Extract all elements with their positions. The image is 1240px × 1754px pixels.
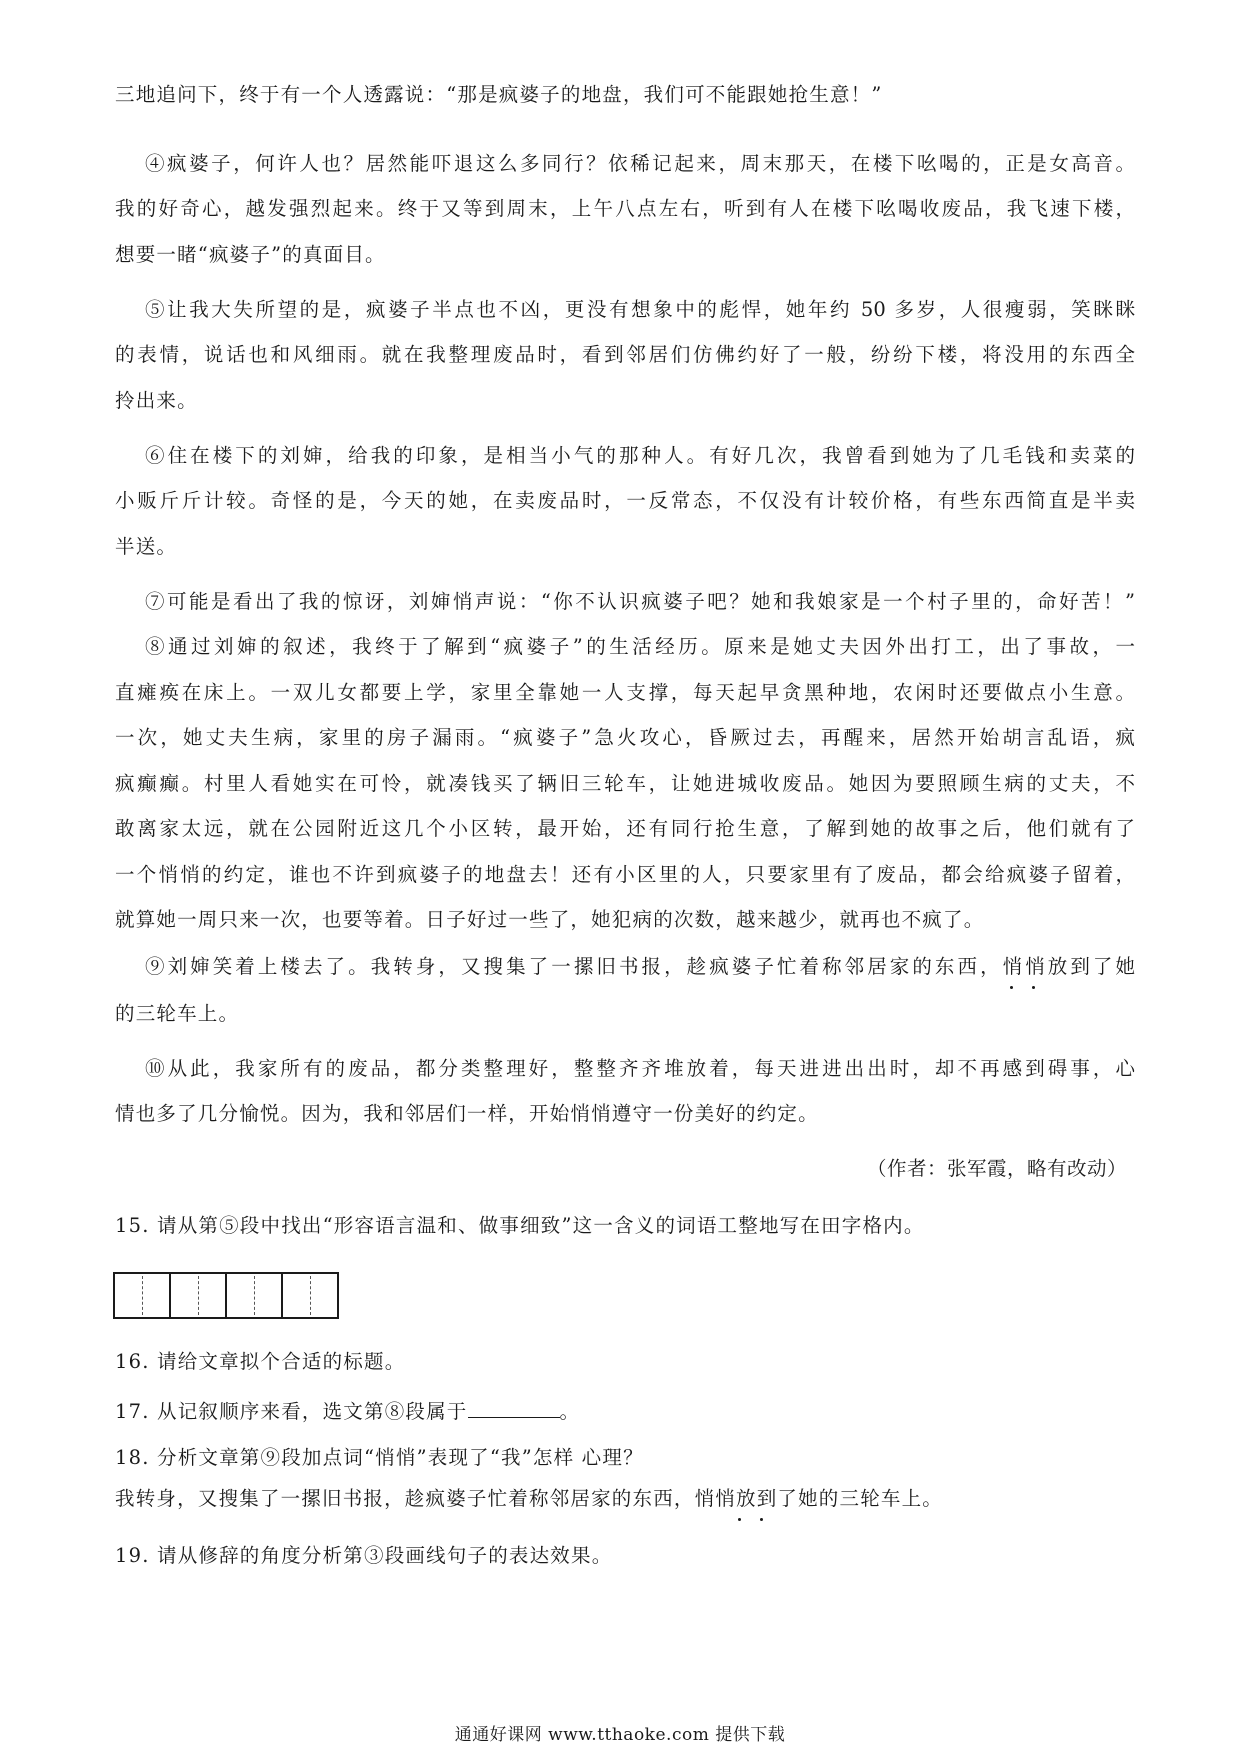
question-18: 18. 分析文章第⑨段加点词“悄悄”表现了“我”怎样 心理？ [115,1446,644,1469]
paragraph-8-line-5: 敢离家太远，就在公园附近这几个小区转，最开始，还有同行抢生意，了解到她的故事之后，他们就有了 [115,817,1135,840]
page-footer: 通通好课网 www.tthaoke.com 提供下载 [454,1725,786,1745]
emphasis-dot [1010,986,1013,989]
paragraph-6-line-1: ⑥住在楼下的刘婶，给我的印象，是相当小气的那种人。有好几次，我曾看到她为了几毛钱和卖菜的 [145,444,1135,467]
paragraph-9-line-2: 的三轮车上。 [115,1002,240,1025]
paragraph-10-line-1: ⑩从此，我家所有的废品，都分类整理好，整整齐齐堆放着，每天进进出出时，却不再感到碍事，心 [145,1057,1135,1080]
question-17 [115,1397,1135,1425]
answer-blank[interactable] [468,1397,560,1418]
grid-cell[interactable] [171,1274,227,1317]
question-16: 16. 请给文章拟个合适的标题。 [115,1350,406,1373]
question-17-suffix: 。 [559,1400,581,1423]
emphasis-dot [1032,986,1035,989]
question-18-quote: 我转身，又搜集了一摞旧书报，趁疯婆子忙着称邻居家的东西，悄悄放到了她的三轮车上。 [115,1487,944,1510]
question-17-prefix: 17. 从记叙顺序来看，选文第⑧段属于 [115,1400,468,1423]
emphasis-dot [760,1518,763,1521]
paragraph-10-line-2: 情也多了几分愉悦。因为，我和邻居们一样，开始悄悄遵守一份美好的约定。 [115,1102,819,1125]
paragraph-8-line-2: 直瘫痪在床上。一双儿女都要上学，家里全靠她一人支撑，每天起早贪黑种地，农闲时还要做点小生意。 [115,681,1135,704]
paragraph-8-line-6: 一个悄悄的约定，谁也不许到疯婆子的地盘去！还有小区里的人，只要家里有了废品，都会给疯婆子留着， [115,863,1135,886]
paragraph-3-end: 三地追问下，终于有一个人透露说：“那是疯婆子的地盘，我们可不能跟她抢生意！” [115,83,883,106]
question-15: 15. 请从第⑤段中找出“形容语言温和、做事细致”这一含义的词语工整地写在田字格内。 [115,1214,925,1237]
grid-cell[interactable] [283,1274,337,1317]
paragraph-6-line-3: 半送。 [115,535,178,558]
paragraph-5-line-3: 拎出来。 [115,389,198,412]
paragraph-4-line-1: ④疯婆子，何许人也？居然能吓退这么多同行？依稀记起来，周末那天，在楼下吆喝的，正是女高音。 [145,152,1135,175]
paragraph-6-line-2: 小贩斤斤计较。奇怪的是，今天的她，在卖废品时，一反常态，不仅没有计较价格，有些东西简直是半卖 [115,489,1135,512]
grid-cell[interactable] [227,1274,283,1317]
emphasis-dots-paragraph-9 [1001,984,1051,994]
question-19: 19. 请从修辞的角度分析第③段画线句子的表达效果。 [115,1544,613,1567]
paragraph-8-line-3: 一次，她丈夫生病，家里的房子漏雨。“疯婆子”急火攻心，昏厥过去，再醒来，居然开始胡言乱语，疯 [115,726,1135,749]
paragraph-8-line-1: ⑧通过刘婶的叙述，我终于了解到“疯婆子”的生活经历。原来是她丈夫因外出打工，出了事故，一 [145,635,1135,658]
grid-cell[interactable] [115,1274,171,1317]
paragraph-5-line-2: 的表情，说话也和风细雨。就在我整理废品时，看到邻居们仿佛约好了一般，纷纷下楼，将没用的东西全 [115,343,1135,366]
paragraph-8-line-4: 疯癫癫。村里人看她实在可怜，就凑钱买了辆旧三轮车，让她进城收废品。她因为要照顾生病的丈夫，不 [115,772,1135,795]
tianzige-grid[interactable] [113,1272,339,1319]
paragraph-4-line-2: 我的好奇心，越发强烈起来。终于又等到周末，上午八点左右，听到有人在楼下吆喝收废品，我飞速下楼， [115,197,1135,220]
author-note: （作者：张军霞，略有改动） [866,1157,1127,1180]
paragraph-5-line-1: ⑤让我大失所望的是，疯婆子半点也不凶，更没有想象中的彪悍，她年约 50 多岁，人很瘦弱，笑眯眯 [145,298,1135,321]
emphasis-dot [738,1518,741,1521]
paragraph-4-line-3: 想要一睹“疯婆子”的真面目。 [115,243,386,266]
paragraph-8-line-7: 就算她一周只来一次，也要等着。日子好过一些了，她犯病的次数，越来越少，就再也不疯了。 [115,908,985,931]
paragraph-9-line-1: ⑨刘婶笑着上楼去了。我转身，又搜集了一摞旧书报，趁疯婆子忙着称邻居家的东西，悄悄放到了她 [145,955,1135,978]
emphasis-dots-question-18 [729,1516,779,1526]
paragraph-7: ⑦可能是看出了我的惊讶，刘婶悄声说：“你不认识疯婆子吧？她和我娘家是一个村子里的，命好苦！” [145,590,1135,613]
